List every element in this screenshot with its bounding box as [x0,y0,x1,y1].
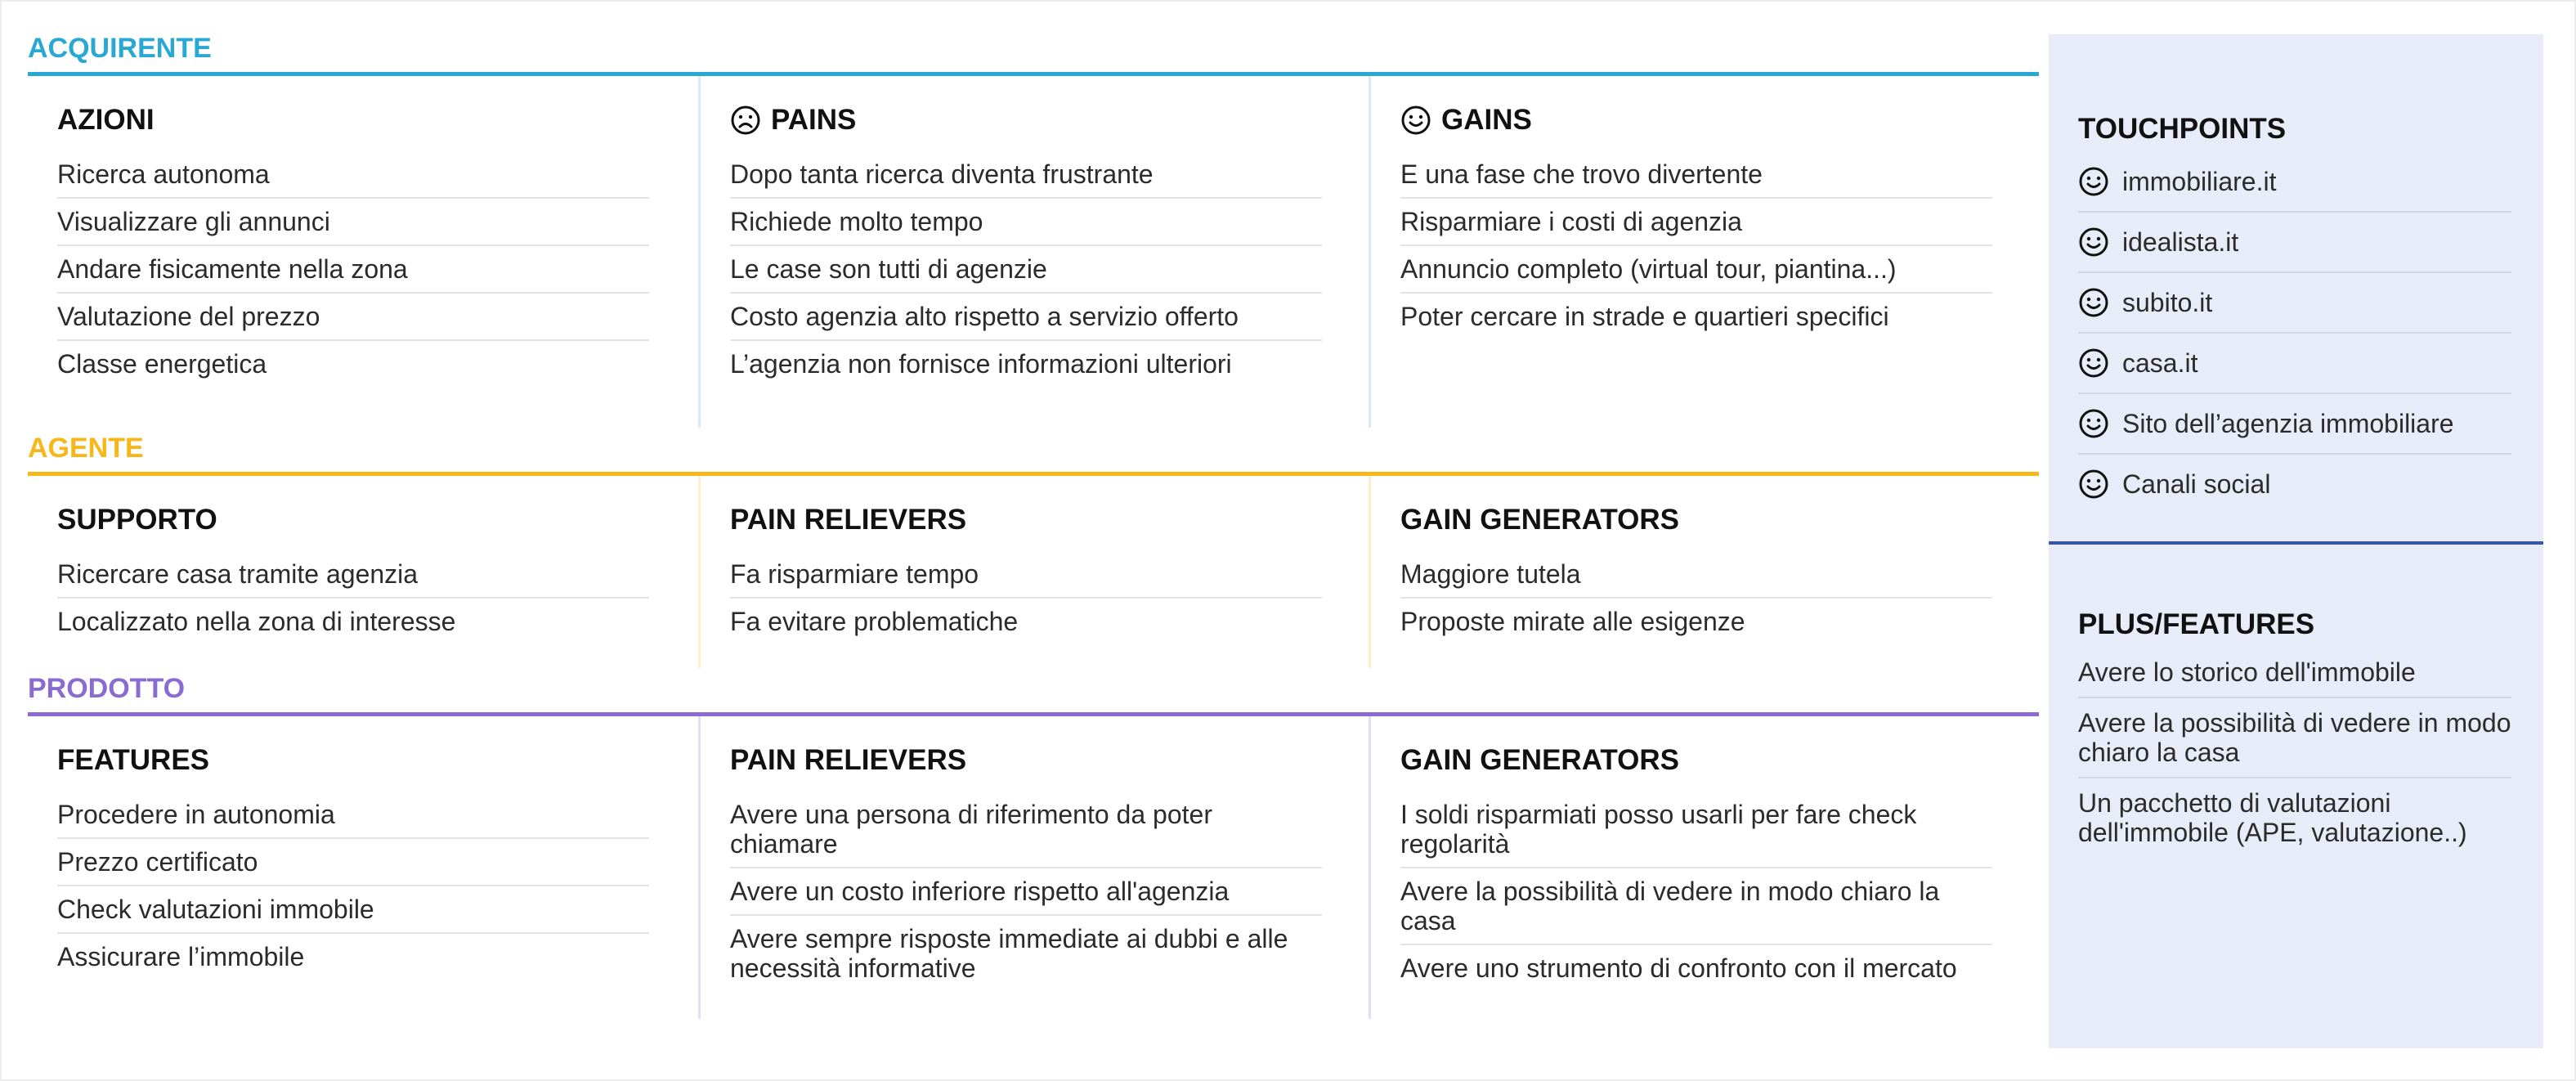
list-item: Check valutazioni immobile [57,886,649,934]
column-azioni [28,76,698,428]
plus-feature-item: Avere lo storico dell'immobile [2078,648,2511,698]
touchpoint-item-label: Canali social [2122,469,2271,499]
list-item: Dopo tanta ricerca diventa frustrante [730,151,1322,199]
section-prodotto [28,668,2039,1019]
list-item: I soldi risparmiati posso usarli per fare check regolarità [1400,792,1992,868]
list-item: Ricercare casa tramite agenzia [57,551,649,599]
touchpoint-item [2078,394,2511,455]
column-agente-gain-generators [1369,476,2039,668]
list-item: Assicurare l’immobile [57,942,305,971]
list-item: Localizzato nella zona di interesse [57,607,456,636]
touchpoint-item-label: immobiliare.it [2122,167,2277,196]
column-features [28,716,698,1019]
column-prodotto-gain-generators [1369,716,2039,1019]
list-item: Costo agenzia alto rispetto a servizio offerto [730,294,1322,341]
column-pains [698,76,1369,428]
touchpoint-item-label: casa.it [2122,348,2198,378]
touchpoint-item [2078,455,2511,514]
smile-face-icon [2078,348,2109,379]
sad-face-icon [730,105,761,136]
list-item: Fa risparmiare tempo [730,551,1322,599]
column-title-prodotto-pain-relievers: PAIN RELIEVERS [729,744,967,776]
plus-feature-item: Avere la possibilità di vedere in modo chiaro la casa [2078,698,2511,778]
column-title-agente-pain-relievers: PAIN RELIEVERS [729,504,967,536]
list-item: Visualizzare gli annunci [57,199,649,246]
touchpoint-item-label: subito.it [2122,288,2213,317]
list-item: E una fase che trovo divertente [1400,151,1992,199]
column-title-supporto: SUPPORTO [57,504,217,536]
list-item: Classe energetica [57,349,267,379]
list-item: Andare fisicamente nella zona [57,246,649,294]
column-title-pains: PAINS [730,99,1328,141]
touchpoint-item [2078,152,2511,213]
smile-face-icon [2078,408,2109,439]
column-title-azioni: AZIONI [57,104,155,136]
section-label-acquirente: ACQUIRENTE [28,33,212,64]
list-item: Ricerca autonoma [57,151,649,199]
list-item: Annuncio completo (virtual tour, piantina...) [1400,246,1992,294]
smile-face-icon [1400,105,1431,136]
list-item: Proposte mirate alle esigenze [1400,607,1745,636]
list-item: Fa evitare problematiche [729,607,1019,636]
list-item: Avere sempre risposte immediate ai dubbi e alle necessità informative [729,924,1288,983]
column-supporto [28,476,698,668]
list-item: Maggiore tutela [1400,551,1992,599]
section-agente [28,428,2039,668]
section-acquirente [28,28,2039,428]
list-item: Procedere in autonomia [57,792,649,839]
list-item: Prezzo certificato [57,839,649,886]
list-item: Poter cercare in strade e quartieri specifici [1400,302,1889,331]
list-item: Avere la possibilità di vedere in modo chiaro la casa [1400,868,1992,945]
smile-face-icon [2078,469,2109,500]
plus-feature-item: Un pacchetto di valutazioni dell'immobile (APE, valutazione..) [2078,788,2467,847]
column-gains [1369,76,2039,428]
list-item: Risparmiare i costi di agenzia [1400,199,1992,246]
column-title-gains: GAINS [1400,99,1998,141]
touchpoints-block [2049,113,2543,514]
touchpoint-item [2078,273,2511,334]
smile-face-icon [2078,227,2109,258]
list-item: Le case son tutti di agenzie [730,246,1322,294]
column-agente-pain-relievers [698,476,1369,668]
touchpoint-item [2078,213,2511,273]
list-item: Richiede molto tempo [730,199,1322,246]
section-label-prodotto: PRODOTTO [28,673,186,704]
list-item: Valutazione del prezzo [57,294,649,341]
touchpoints-title: TOUCHPOINTS [2078,113,2287,145]
section-label-agente: AGENTE [28,433,144,464]
list-item: L’agenzia non fornisce informazioni ulteriori [729,349,1232,379]
touchpoint-item [2078,334,2511,394]
touchpoint-item-label: idealista.it [2122,227,2239,257]
value-proposition-map [28,28,2039,1019]
column-title-agente-gain-generators: GAIN GENERATORS [1400,504,1679,536]
list-item: Avere uno strumento di confronto con il mercato [1400,953,1957,983]
column-title-prodotto-gain-generators: GAIN GENERATORS [1400,744,1679,776]
touchpoint-item-label: Sito dell’agenzia immobiliare [2122,409,2454,438]
smile-face-icon [2078,166,2109,197]
smile-face-icon [2078,287,2109,318]
sidebar-panel [2049,34,2543,1048]
list-item: Avere un costo inferiore rispetto all'agenzia [730,868,1322,916]
column-prodotto-pain-relievers [698,716,1369,1019]
column-title-features: FEATURES [57,744,210,776]
plus-features-title: PLUS/FEATURES [2078,608,2315,640]
list-item: Avere una persona di riferimento da poter chiamare [730,792,1322,868]
plus-features-block [2049,530,2541,857]
